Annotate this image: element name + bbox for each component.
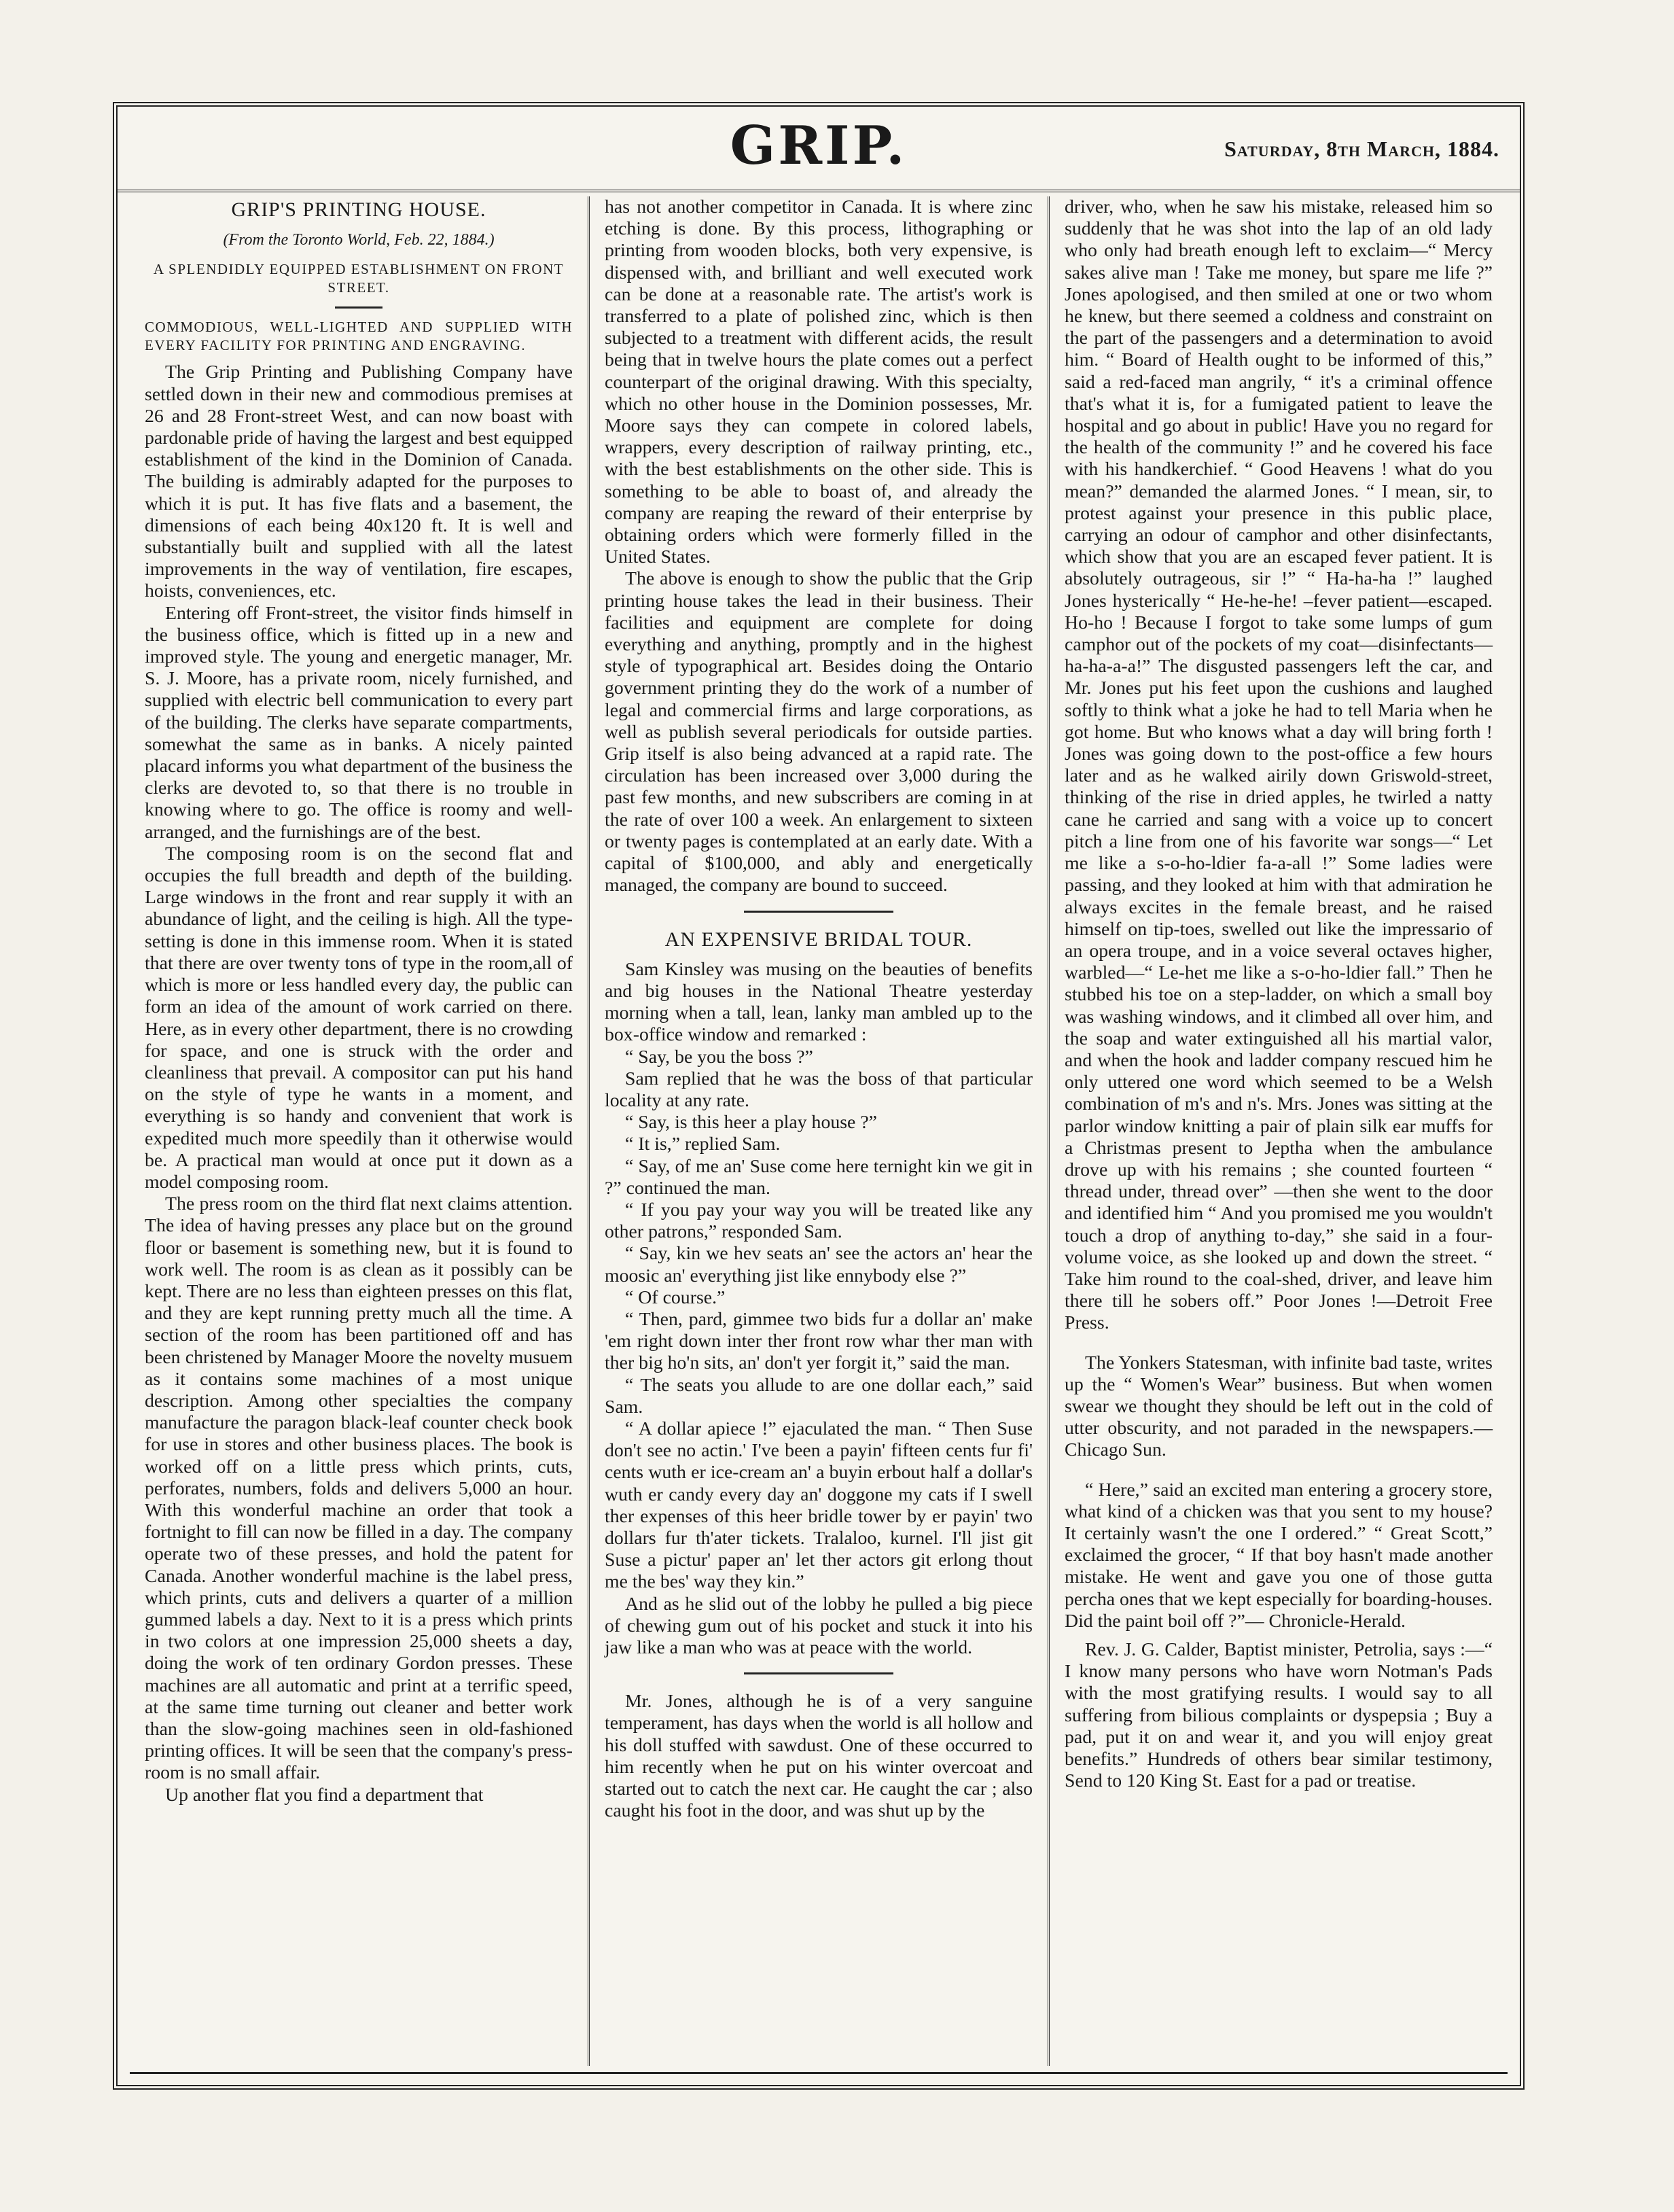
article-heading-printing-house: GRIP'S PRINTING HOUSE. bbox=[231, 198, 486, 221]
short-rule bbox=[335, 306, 382, 309]
column-3 bbox=[1048, 196, 1508, 2066]
newspaper-page bbox=[113, 102, 1525, 2090]
spacer bbox=[1065, 1462, 1493, 1479]
paragraph: “ Then, pard, gimmee two bids fur a dollar an' make 'em right down inter ther front row whar ther man with ther big ho'n sits, an' don't yer forgit it,” said the man. bbox=[605, 1308, 1033, 1374]
article-heading-bridal-tour: AN EXPENSIVE BRIDAL TOUR. bbox=[664, 928, 973, 951]
paragraph: “ The seats you allude to are one dollar each,” said Sam. bbox=[605, 1374, 1033, 1418]
article-columns bbox=[130, 196, 1508, 2066]
section-rule bbox=[744, 911, 893, 913]
paragraph: has not another competitor in Canada. It is where zinc etching is done. By this process, lithographing or printing from wooden blocks, both very expensive, is dispensed with, and brilliant and well executed work can be done at a reasonable rate. The artist's work is transferred to a plate of polished zinc, which is then subjected to a treatment with different acids, the result being that in twelve hours the plate comes out a perfect counterpart of the original drawing. With this specialty, which no other house in the Dominion possesses, Mr. Moore says they can compete in colored labels, wrappers, every description of railway printing, etc., with the best establishments on the other side. This is something to be able to boast of, and already the company are reaping the reward of their enterprise by obtaining orders which were formerly filled in the United States. bbox=[605, 196, 1033, 568]
column-2 bbox=[588, 196, 1048, 2066]
paragraph: Sam replied that he was the boss of that particular locality at any rate. bbox=[605, 1068, 1033, 1111]
paragraph: “ If you pay your way you will be treated like any other patrons,” responded Sam. bbox=[605, 1199, 1033, 1243]
paragraph: Up another flat you find a department that bbox=[165, 1784, 484, 1806]
paragraph: driver, who, when he saw his mistake, released him so suddenly that he was shot into the lap of an old lady who only had breath enough left to exclaim—“ Mercy sakes alive man ! Take me money, but spare me life ?” Jones apologised, and then smiled at one or two whom he knew, but there seemed a coldness and constraint on the part of the passengers and a determination to avoid him. “ Board of Health ought to be informed of this,” said a red-faced man angrily, “ it's a criminal offence that's what it is, for a fumigated patient to leave the hospital and go about in public! Have you no regard for the health of the community !” and he covered his face with his handkerchief. “ Good Heavens ! what do you mean?” demanded the alarmed Jones. “ I mean, sir, to protest against your presence in this public place, carrying an odour of camphor and other disinfectants, which show that you are an escaped fever patient. It is absolutely outrageous, sir !” “ Ha-ha-ha !” laughed Jones hysterically “ He-he-he! –fever patient—escaped. Ho-ho ! Because I forgot to take some lumps of gum camphor out of the pockets of my coat—disinfectants—ha-ha-a-a!” The disgusted passengers left the car, and Mr. Jones put his feet upon the cushions and laughed softly to think what a joke he had to tell Maria when he got home. But who knows what a day will bring forth ! Jones was going down to the post-office a few hours later and as he walked airily down Griswold-street, thinking of the rise in dried apples, he twirled a natty cane he carried and sang with a voice up to concert pitch a line from one of his favorite war songs—“ Let me like a s-o-ho-ldier fa-a-all !” Some ladies were passing, and they looked at him with that admiration he always excites in the female breast, and he raised himself on tip-toes, swelled out like the impressario of an opera troupe, and in a voice several octaves higher, warbled—“ Le-het me like a s-o-ho-ldier fall.” Then he stubbed his toe on a step-ladder, on which a small boy was washing windows, and it climbed all over him, and the soap and water extinguished all his martial valor, and when the hook and ladder company rescued him he only uttered one word which seemed to be a Welsh combination of m's and n's. Mrs. Jones was sitting at the parlor window knitting a pair of plain silk ear muffs for a Christmas present to Jeptha when the ambulance drove up with his remains ; she counted fourteen “ thread under, thread over” —then she went to the door and identified him “ And you promised me you wouldn't touch a drop of anything to-day,” she said in a four-volume voice, as she looked up and down the street. “ Take him round to the coal-shed, driver, and leave him there till he sobers off.” Poor Jones !—Detroit Free Press. bbox=[1065, 196, 1493, 1334]
article-subhead: A SPLENDIDLY EQUIPPED ESTABLISHMENT ON FRONT STREET. bbox=[153, 261, 565, 296]
paragraph: “ Say, of me an' Suse come here ternight kin we git in ?” continued the man. bbox=[605, 1155, 1033, 1199]
paragraph: The press room on the third flat next claims attention. The idea of having presses any place but on the ground floor or basement is something new, but it is found to work well. The room is as clean as it possibly can be kept. There are no less than eighteen presses on this flat, and they are kept running pretty much all the time. A section of the room has been partitioned off and has been christened by Manager Moore the novelty musuem as it contains some machines of a most unique description. Among other specialties the company manufacture the paragon black-leaf counter check book for use in stores and other business places. The book is worked off on a little press which prints, cuts, perforates, numbers, folds and delivers 5,000 an hour. With this wonderful machine an order that took a fortnight to fill can now be filled in a day. The company operate two of these presses, and hold the patent for Canada. Another wonderful machine is the label press, which prints, cuts and delivers a quarter of a million gummed labels a day. Next to it is a press which prints in two colors at one impression 25,000 sheets a day, doing the work of ten ordinary Gordon presses. These machines are all automatic and print at a terrific speed, at the same time turning out cleaner and better work than the slow-going machines seen in old-fashioned printing offices. It will be seen that the company's press-room is no small affair. bbox=[145, 1193, 573, 1784]
article-subhead: COMMODIOUS, WELL-LIGHTED AND SUPPLIED WITH EVERY FACILITY FOR PRINTING AND ENGRAVING. bbox=[145, 319, 573, 354]
issue-date: Saturday, 8th March, 1884. bbox=[1224, 137, 1499, 161]
paragraph: “ Say, kin we hev seats an' see the actors an' hear the moosic an' everything jist like ennybody else ?” bbox=[605, 1243, 1033, 1286]
paragraph: The above is enough to show the public that the Grip printing house takes the lead in their business. Their facilities and equipment are complete for doing everything and anything, promptly and in the highest style of typographical art. Besides doing the Ontario government printing they do the work of a number of legal and commercial firms and large corporations, as well as publish several periodicals for outside parties. Grip itself is also being advanced at a rapid rate. The circulation has been increased over 3,000 during the past few months, and new subscribers are coming in at the rate of over 100 a week. An enlargement to sixteen or twenty pages is contemplated at an early date. With a capital of $100,000, and ably and energetically managed, the company are bound to succeed. bbox=[605, 568, 1033, 896]
paragraph: “ Of course.” bbox=[625, 1286, 726, 1308]
paragraph: “ A dollar apiece !” ejaculated the man. “ Then Suse don't see no actin.' I've been a payin' fifteen cents fur fi' cents wuth er ice-cream an' a buyin erbout half a dollar's wuth er candy every day an' doggone my cats if I swell ther expenses of this heer bridle tower by er payin' two dollars fur th'ater tickets. Tralaloo, kurnel. I'll jist git Suse a pictur' paper an' let ther actors git erlong thout me the bes' way they kin.” bbox=[605, 1418, 1033, 1593]
article-source: (From the Toronto World, Feb. 22, 1884.) bbox=[223, 231, 495, 249]
paragraph: Mr. Jones, although he is of a very sanguine temperament, has days when the world is all hollow and his doll stuffed with sawdust. One of these occurred to him recently when he put on his winter overcoat and started out to catch the next car. He caught the car ; also caught his foot in the door, and was shut up by the bbox=[605, 1691, 1033, 1822]
spacer bbox=[1065, 1335, 1493, 1352]
spacer bbox=[1065, 1632, 1493, 1639]
paragraph: The Grip Printing and Publishing Company have settled down in their new and commodious premises at 26 and 28 Front-street West, and can now boast with pardonable pride of having the largest and best equipped establishment of the kind in the Dominion of Canada. The building is admirably adapted for the purposes to which it is put. It has five flats and a basement, the dimensions of each being 40x120 ft. It is well and substantially built and supplied with all the latest improvements in the way of ventilation, fire escapes, hoists, conveniences, etc. bbox=[145, 362, 573, 602]
masthead bbox=[118, 107, 1520, 192]
paragraph: The composing room is on the second flat and occupies the full breadth and depth of the building. Large windows in the front and rear supply it with an abundance of light, and the ceiling is high. All the type-setting is done in this immense room. When it is stated that there are over twenty tons of type in the room,all of which is more or less handled every day, the public can form an idea of the amount of work carried on there. Here, as in every other department, there is no crowding for space, and one is struck with the order and cleanliness that prevail. A compositor can put his hand on the style of type he wants in a moment, and everything is so handy and convenient that work is expedited much more speedily than it otherwise would be. A practical man would at once put it down as a model composing room. bbox=[145, 843, 573, 1193]
column-1 bbox=[130, 196, 588, 2066]
paragraph: “ Say, is this heer a play house ?” bbox=[625, 1112, 878, 1134]
paragraph: “ Say, be you the boss ?” bbox=[625, 1046, 813, 1068]
newspaper-title: GRIP. bbox=[730, 115, 908, 177]
paragraph: “ It is,” replied Sam. bbox=[625, 1134, 781, 1155]
bottom-rule bbox=[130, 2072, 1508, 2074]
paragraph: The Yonkers Statesman, with infinite bad taste, writes up the “ Women's Wear” business. But when women swear we thought they should be left out in the cold of utter obscurity, and not paraded in the newspapers.—Chicago Sun. bbox=[1065, 1352, 1493, 1461]
paragraph: Entering off Front-street, the visitor finds himself in the business office, which is fitted up in a new and improved style. The young and energetic manager, Mr. S. J. Moore, has a private room, nicely furnished, and supplied with electric bell communication to every part of the building. The clerks have separate compartments, somewhat the same as in banks. A nicely painted placard informs you what department of the business the clerks are devoted to, so that there is no trouble in knowing where to go. The office is roomy and well-arranged, and the furnishings are of the best. bbox=[145, 602, 573, 843]
paragraph: And as he slid out of the lobby he pulled a big piece of chewing gum out of his pocket and stuck it into his jaw like a man who was at peace with the world. bbox=[605, 1593, 1033, 1658]
section-rule bbox=[744, 1672, 893, 1674]
paragraph: Rev. J. G. Calder, Baptist minister, Petrolia, says :—“ I know many persons who have worn Notman's Pads with the most gratifying results. I would say to all suffering from bilious complaints or dyspepsia ; Buy a pad, put it on and wear it, and you will enjoy great benefits.” Hundreds of others bear similar testimony, Send to 120 King St. East for a pad or treatise. bbox=[1065, 1639, 1493, 1792]
paragraph: Sam Kinsley was musing on the beauties of benefits and big houses in the National Theatre yesterday morning when a tall, lean, lanky man ambled up to the box-office window and remarked : bbox=[605, 958, 1033, 1046]
paragraph: “ Here,” said an excited man entering a grocery store, what kind of a chicken was that you sent to my house? It certainly wasn't the one I ordered.” “ Great Scott,” exclaimed the grocer, “ If that boy hasn't made another mistake. He went and gave you one of those gutta percha ones that we kept especially for boarding-houses. Did the paint boil off ?”— Chronicle-Herald. bbox=[1065, 1479, 1493, 1632]
